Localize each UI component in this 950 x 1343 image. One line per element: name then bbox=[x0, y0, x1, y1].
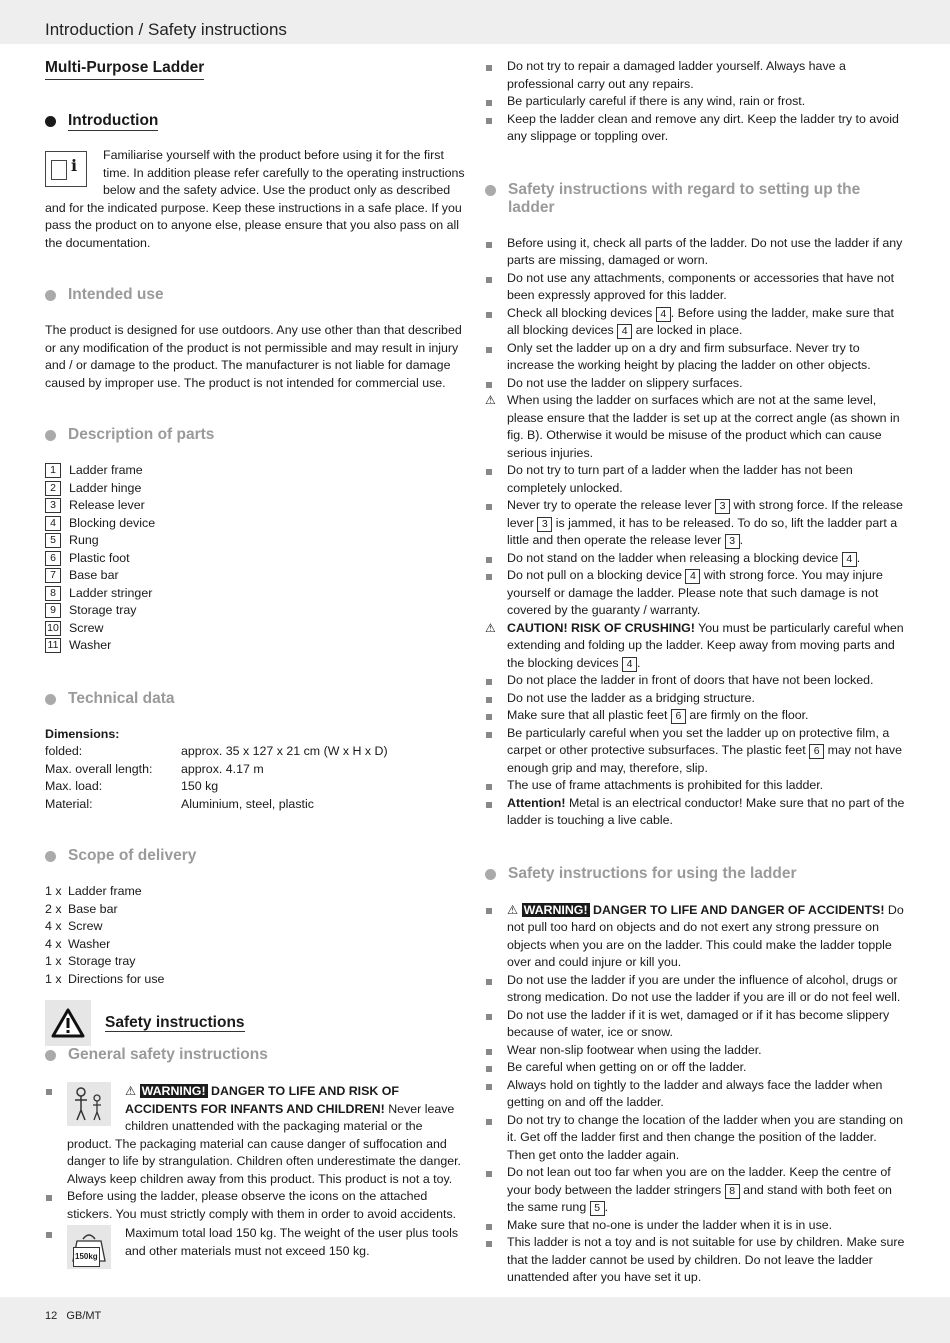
part-number: 3 bbox=[715, 499, 730, 514]
text: may not have enough grip and may, therefore, slip. bbox=[507, 743, 902, 775]
part-label: Blocking device bbox=[69, 515, 156, 530]
list-item: Do not use any attachments, components or accessories that have not been expressly approved for this ladder. bbox=[485, 270, 905, 305]
warning-bold-text: DANGER TO LIFE AND RISK OF ACCIDENTS FOR INFANTS AND CHILDREN! bbox=[125, 1084, 399, 1116]
list-item: Do not try to turn part of a ladder when the ladder has not been completely unlocked. bbox=[485, 462, 905, 497]
text: with strong force. You may injure yourself or damage the ladder. Please note that such damage is not covered by the guaranty / warranty. bbox=[507, 568, 883, 617]
text: . bbox=[739, 533, 744, 547]
list-item: Always hold on tightly to the ladder and always face the ladder when getting on and off the ladder. bbox=[485, 1077, 905, 1112]
section-introduction bbox=[45, 112, 465, 130]
description-of-parts-heading: Description of parts bbox=[45, 426, 465, 444]
part-item bbox=[45, 515, 465, 533]
page-title: Introduction / Safety instructions bbox=[45, 20, 287, 39]
right-column bbox=[485, 58, 905, 1287]
part-number: 6 bbox=[45, 551, 61, 566]
list-item: Make sure that no-one is under the ladder when it is in use. bbox=[485, 1217, 905, 1235]
text: . bbox=[856, 550, 861, 565]
tech-row bbox=[45, 778, 465, 796]
info-book-icon bbox=[45, 151, 87, 187]
part-item bbox=[45, 585, 465, 603]
part-item bbox=[45, 532, 465, 550]
list-item: Before using the ladder, please observe the icons on the attached stickers. You must strictly comply with them in order to avoid accidents. bbox=[45, 1188, 465, 1223]
list-item: This ladder is not a toy and is not suitable for use by children. Make sure that the ladder cannot be used by children. Do not leave the ladder unattended after you have set it up. bbox=[485, 1234, 905, 1287]
text: . bbox=[604, 1200, 609, 1214]
scope-item bbox=[45, 918, 465, 936]
scope-item bbox=[45, 971, 465, 989]
part-number: 5 bbox=[45, 533, 61, 548]
list-item: Before using it, check all parts of the ladder. Do not use the ladder if any parts are missing, damaged or worn. bbox=[485, 235, 905, 270]
scope-label: Screw bbox=[68, 919, 103, 933]
part-item bbox=[45, 567, 465, 585]
text: is jammed, it has to be released. To do so, lift the ladder part a little and then operate the release lever bbox=[507, 515, 898, 547]
tech-row bbox=[45, 761, 465, 779]
part-number: 6 bbox=[671, 709, 686, 724]
part-label: Plastic foot bbox=[69, 550, 130, 565]
list-item bbox=[485, 305, 905, 340]
part-item bbox=[45, 637, 465, 655]
scope-qty: 1 x bbox=[45, 971, 62, 986]
list-item bbox=[485, 550, 905, 568]
dimensions-label: Dimensions: bbox=[45, 726, 120, 741]
list-item: The use of frame attachments is prohibited for this ladder. bbox=[485, 777, 905, 795]
intended-use-text: The product is designed for use outdoors. Any use other than that described or any modification of the product is not permissible and may result in injury and / or damage to the product. The manufacturer is not liable for damage caused by improper use. The product is not intended for commercial use. bbox=[45, 323, 462, 390]
list-item bbox=[485, 707, 905, 725]
part-number: 11 bbox=[45, 638, 61, 653]
list-item: Be particularly careful if there is any wind, rain or frost. bbox=[485, 93, 905, 111]
list-item bbox=[45, 1225, 465, 1271]
caution-label: CAUTION! RISK OF CRUSHING! bbox=[507, 620, 695, 635]
warning-label: WARNING! bbox=[523, 902, 588, 917]
list-item bbox=[485, 725, 905, 778]
part-number: 8 bbox=[725, 1184, 740, 1199]
part-number: 5 bbox=[590, 1201, 605, 1216]
text: Check all blocking devices bbox=[507, 305, 656, 320]
list-item: Do not try to repair a damaged ladder yourself. Always have a professional carry out any repairs. bbox=[485, 58, 905, 93]
part-number: 10 bbox=[45, 621, 61, 636]
part-number: 3 bbox=[537, 517, 552, 532]
language-code: GB/MT bbox=[66, 1310, 102, 1322]
list-item bbox=[485, 497, 905, 550]
part-label: Rung bbox=[69, 533, 99, 547]
parts-list bbox=[45, 462, 465, 655]
part-number: 4 bbox=[45, 516, 61, 531]
scope-qty: 4 x bbox=[45, 919, 62, 933]
tech-value: 150 kg bbox=[181, 779, 219, 793]
safety-instructions-header bbox=[45, 1000, 465, 1046]
list-item bbox=[485, 620, 905, 673]
text: Never try to operate the release lever bbox=[507, 498, 715, 512]
scope-label: Base bar bbox=[68, 901, 118, 916]
text: You must be particularly careful when extending and folding up the ladder. Keep away from moving parts and the blocking devices bbox=[507, 620, 904, 670]
weight-150kg-icon bbox=[67, 1225, 111, 1269]
list-item: Do not place the ladder in front of doors that have not been locked. bbox=[485, 672, 905, 690]
max-load-text: Maximum total load 150 kg. The weight of the user plus tools and other materials must not exceed 150 kg. bbox=[125, 1226, 459, 1258]
scope-label: Washer bbox=[68, 936, 111, 951]
part-label: Ladder stringer bbox=[69, 585, 153, 600]
text: and stand with both feet on the same rung bbox=[507, 1182, 892, 1214]
warning-triangle-icon: ⚠ bbox=[507, 901, 519, 917]
part-label: Ladder frame bbox=[69, 463, 143, 477]
scope-label: Ladder frame bbox=[68, 884, 142, 898]
list-item bbox=[45, 1082, 465, 1188]
list-item: Keep the ladder clean and remove any dirt. Keep the ladder try to avoid any slippage or toppling over. bbox=[485, 111, 905, 146]
tech-label: Max. load: bbox=[45, 779, 103, 793]
list-item bbox=[485, 795, 905, 830]
introduction-text: Familiarise yourself with the product before using it for the first time. In addition please refer carefully to the operating instructions below and the safety advice. Use the product only as described and for the indicated purpose. Keep these instructions in a safe place. If you pass the product on to anyone else, please ensure that you also pass on all the documentation. bbox=[45, 148, 465, 250]
text: Do not pull on a blocking device bbox=[507, 568, 686, 582]
text: are firmly on the floor. bbox=[685, 708, 809, 722]
part-number: 7 bbox=[45, 568, 61, 583]
part-item bbox=[45, 462, 465, 480]
list-item: ⚠ When using the ladder on surfaces which are not at the same level, please ensure that the ladder is set up at the correct angle (as shown in fig. B). Otherwise it would be misuse of the product which can cause serious injuries. bbox=[485, 392, 905, 462]
part-number: 1 bbox=[45, 463, 61, 478]
page-number: 12 bbox=[45, 1310, 58, 1322]
part-number: 8 bbox=[45, 586, 61, 601]
part-item bbox=[45, 550, 465, 568]
using-safety-list bbox=[485, 901, 905, 1287]
part-label: Screw bbox=[69, 620, 104, 635]
weight-icon-text: 150kg bbox=[73, 1247, 100, 1267]
text: Do not lean out too far when you are on the ladder. Keep the centre of your body between the ladder stringers bbox=[507, 1165, 891, 1197]
list-item: Do not try to change the location of the ladder when you are standing on it. Get off the ladder first and then change the position of the ladder. Then get onto the ladder again. bbox=[485, 1112, 905, 1165]
list-item: Do not use the ladder if you are under the influence of alcohol, drugs or strong medication. Do not use the ladder if you are ill or do not feel well. bbox=[485, 972, 905, 1007]
list-item: Be careful when getting on or off the ladder. bbox=[485, 1059, 905, 1077]
tech-value: Aluminium, steel, plastic bbox=[181, 796, 314, 811]
tech-value: approx. 4.17 m bbox=[181, 761, 264, 776]
scope-qty: 1 x bbox=[45, 884, 62, 898]
part-label: Release lever bbox=[69, 498, 145, 512]
scope-item bbox=[45, 953, 465, 971]
list-item: Do not use the ladder on slippery surfaces. bbox=[485, 375, 905, 393]
product-title: Multi-Purpose Ladder bbox=[45, 58, 204, 80]
part-number: 4 bbox=[617, 324, 632, 339]
text: Make sure that all plastic feet bbox=[507, 708, 671, 722]
list-item bbox=[485, 567, 905, 620]
page-header bbox=[0, 0, 950, 44]
tech-row bbox=[45, 743, 465, 761]
list-item: Wear non-slip footwear when using the ladder. bbox=[485, 1042, 905, 1060]
part-item bbox=[45, 602, 465, 620]
warning-bold-text: DANGER TO LIFE AND DANGER OF ACCIDENTS! bbox=[593, 902, 885, 917]
part-number: 3 bbox=[725, 534, 740, 549]
intended-use-heading: Intended use bbox=[45, 286, 465, 304]
part-number: 6 bbox=[809, 744, 824, 759]
page-footer bbox=[0, 1297, 950, 1343]
top-safety-list bbox=[485, 58, 905, 146]
tech-row bbox=[45, 796, 465, 814]
safety-instructions-title: Safety instructions bbox=[105, 1013, 245, 1031]
general-safety-list bbox=[45, 1082, 465, 1271]
list-item bbox=[485, 1164, 905, 1217]
warning-triangle-icon: ⚠ bbox=[125, 1083, 137, 1098]
part-number: 4 bbox=[685, 569, 700, 584]
text: are locked in place. bbox=[632, 323, 743, 337]
part-label: Base bar bbox=[69, 568, 119, 582]
warning-triangle-icon bbox=[45, 1000, 91, 1046]
warning-text: Do not pull too hard on objects and do not exert any strong pressure on objects when you are on the ladder. This could make the ladder topple over and could injure or kill you. bbox=[507, 902, 904, 969]
part-number: 3 bbox=[45, 498, 61, 513]
scope-qty: 1 x bbox=[45, 954, 62, 968]
part-item bbox=[45, 497, 465, 515]
tech-label: folded: bbox=[45, 744, 83, 758]
text: Do not stand on the ladder when releasing a blocking device bbox=[507, 550, 842, 565]
part-label: Ladder hinge bbox=[69, 480, 142, 495]
part-number: 2 bbox=[45, 481, 61, 496]
list-item: Do not use the ladder as a bridging structure. bbox=[485, 690, 905, 708]
part-item bbox=[45, 480, 465, 498]
attention-label: Attention! bbox=[507, 795, 566, 810]
child-warning-pictogram-icon bbox=[67, 1082, 111, 1126]
part-number: 4 bbox=[656, 307, 671, 322]
scope-item bbox=[45, 901, 465, 919]
setup-safety-list bbox=[485, 235, 905, 830]
scope-label: Directions for use bbox=[68, 971, 165, 986]
tech-label: Max. overall length: bbox=[45, 761, 153, 776]
scope-item bbox=[45, 883, 465, 901]
scope-qty: 4 x bbox=[45, 936, 62, 951]
introduction-heading: Introduction bbox=[68, 112, 159, 129]
technical-data-heading: Technical data bbox=[45, 690, 465, 708]
tech-value: approx. 35 x 127 x 21 cm (W x H x D) bbox=[181, 744, 388, 758]
warning-label: WARNING! bbox=[141, 1084, 206, 1098]
scope-label: Storage tray bbox=[68, 954, 136, 968]
part-number: 4 bbox=[842, 552, 857, 567]
text: . Before using the ladder, make sure that all blocking devices bbox=[507, 305, 894, 337]
part-number: 4 bbox=[622, 657, 637, 672]
scope-qty: 2 x bbox=[45, 901, 62, 916]
part-number: 9 bbox=[45, 603, 61, 618]
scope-item bbox=[45, 936, 465, 954]
scope-list bbox=[45, 883, 465, 988]
technical-data-table bbox=[45, 743, 465, 813]
list-item: Only set the ladder up on a dry and firm subsurface. Never try to increase the working height by placing the ladder on other objects. bbox=[485, 340, 905, 375]
part-item bbox=[45, 620, 465, 638]
list-item: Do not use the ladder if it is wet, damaged or if it has become slippery because of water, ice or snow. bbox=[485, 1007, 905, 1042]
tech-label: Material: bbox=[45, 796, 93, 811]
part-label: Washer bbox=[69, 638, 112, 652]
list-item bbox=[485, 901, 905, 972]
part-label: Storage tray bbox=[69, 603, 137, 617]
scope-of-delivery-heading: Scope of delivery bbox=[45, 847, 465, 865]
text: with strong force. If the release lever bbox=[507, 498, 903, 530]
footer-text bbox=[45, 1308, 101, 1326]
general-safety-heading: General safety instructions bbox=[45, 1046, 465, 1064]
text: Be particularly careful when you set the ladder up on protective film, a carpet or other protective subsurfaces. The plastic feet bbox=[507, 725, 890, 757]
warning-text: Never leave children unattended with the packaging material or the product. The packaging material can cause danger of suffocation and danger to life by strangulation. Children often underestimate the danger. Always keep children away from this product. This product is not a toy. bbox=[67, 1101, 462, 1186]
setup-safety-heading: Safety instructions with regard to setting up the ladder bbox=[485, 181, 905, 217]
left-column bbox=[45, 56, 465, 1271]
introduction-block bbox=[45, 147, 465, 252]
using-safety-heading: Safety instructions for using the ladder bbox=[485, 865, 905, 883]
text: . bbox=[637, 655, 641, 670]
text: Metal is an electrical conductor! Make sure that no part of the ladder is touching a live cable. bbox=[507, 795, 905, 827]
